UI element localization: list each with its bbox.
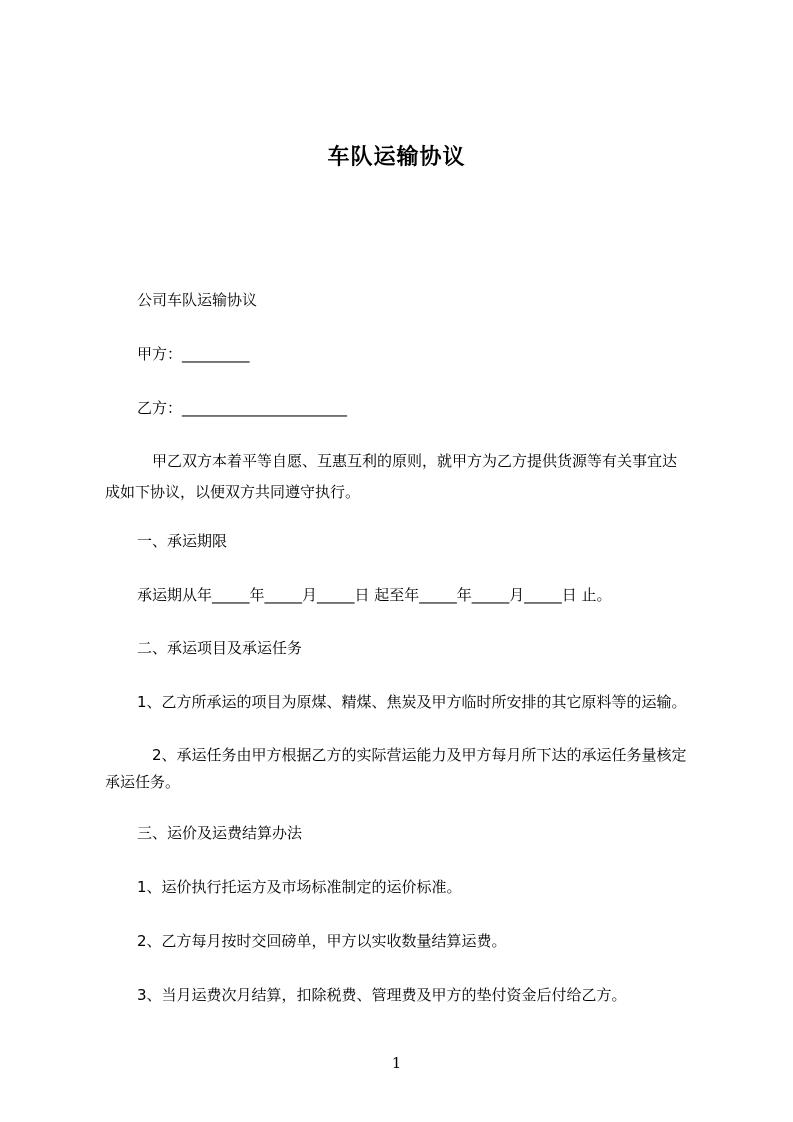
- section-2-item-1: 1、乙方所承运的项目为原煤、精煤、焦炭及甲方临时所安排的其它原料等的运输。: [137, 693, 687, 711]
- section-3-heading: 三、运价及运费结算办法: [137, 824, 303, 842]
- section-2-item-2-line-1: 2、承运任务由甲方根据乙方的实际营运能力及甲方每月所下达的承运任务量核定: [137, 746, 687, 764]
- document-subtitle: 公司车队运输协议: [137, 291, 258, 309]
- intro-paragraph-line-1: 甲乙双方本着平等自愿、互惠互利的原则，就甲方为乙方提供货源等有关事宜达: [137, 452, 678, 470]
- section-2-heading: 二、承运项目及承运任务: [137, 639, 303, 657]
- section-3-item-1: 1、运价执行托运方及市场标准制定的运价标准。: [137, 878, 462, 896]
- section-2-item-2-line-2: 承运任务。: [105, 773, 181, 791]
- section-3-item-2: 2、乙方每月按时交回磅单，甲方以实收数量结算运费。: [137, 932, 507, 950]
- section-1-heading: 一、承运期限: [137, 532, 228, 550]
- section-1-period: 承运期从年_____年_____月_____日 起至年_____年_____月_____日 止。: [137, 586, 612, 604]
- document-title: 车队运输协议: [327, 145, 466, 170]
- party-b-line: 乙方：______________________: [137, 399, 348, 417]
- section-3-item-3: 3、当月运费次月结算，扣除税费、管理费及甲方的垫付资金后付给乙方。: [137, 986, 627, 1004]
- party-a-line: 甲方：_________: [137, 345, 250, 363]
- page-number: 1: [391, 1054, 402, 1072]
- intro-paragraph-line-2: 成如下协议，以便双方共同遵守执行。: [105, 483, 361, 501]
